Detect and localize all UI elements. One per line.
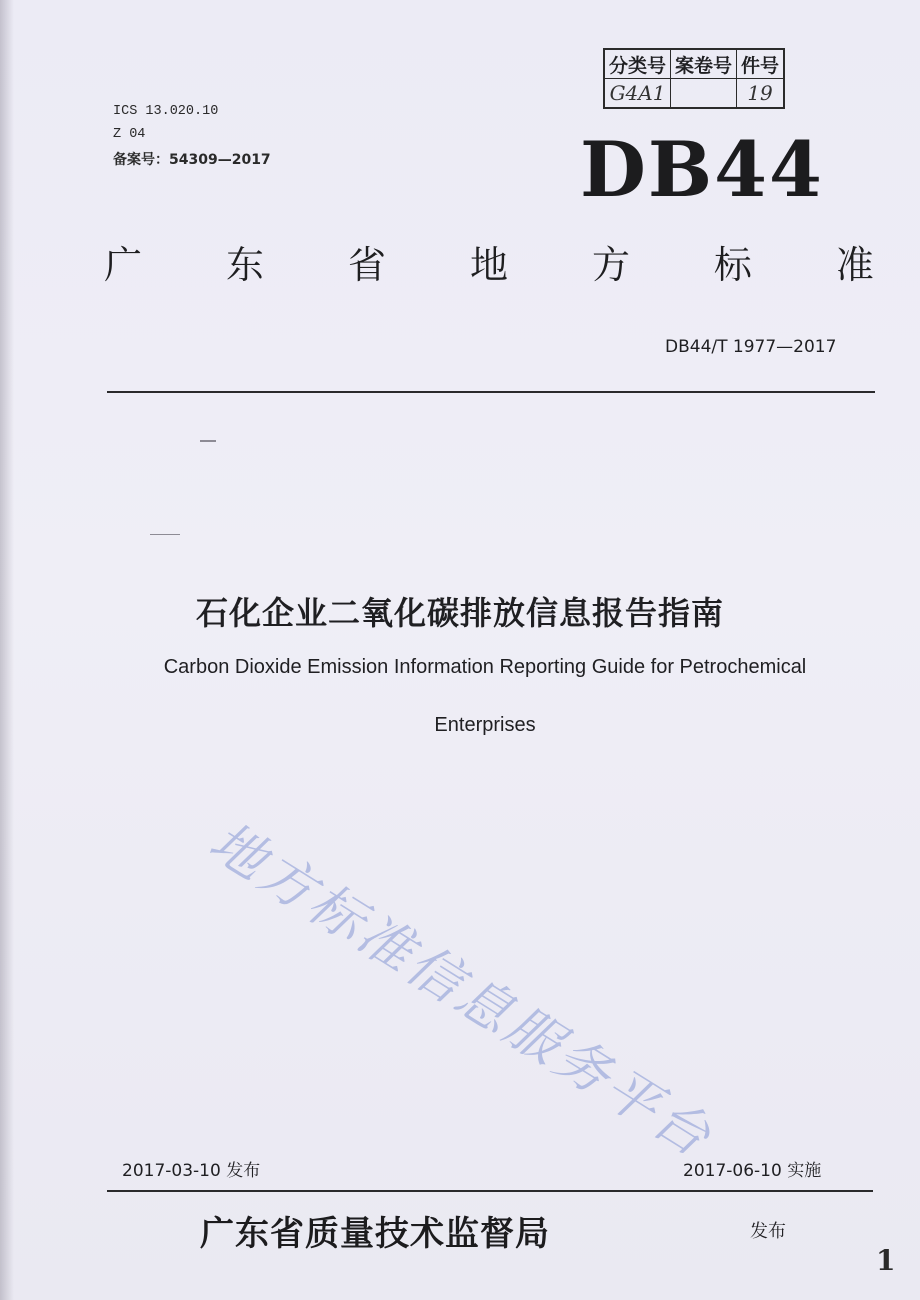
archive-stamp-header-row [604, 49, 784, 79]
filing-number: 备案号：54309—2017 [113, 152, 271, 168]
document-title-chinese: 石化企业二氧化碳排放信息报告指南 [195, 594, 724, 632]
scan-speck [200, 440, 216, 442]
ccs-code: Z 04 [113, 127, 146, 142]
stamp-value-file [671, 79, 737, 109]
footer-divider [107, 1190, 873, 1192]
heading-char: 准 [835, 243, 874, 287]
db44-logo: DB44 [580, 125, 824, 214]
watermark-text: 地方标准信息服务平台 [198, 809, 725, 1171]
publish-date: 2017-03-10 发布 [122, 1161, 261, 1181]
stamp-header-item: 件号 [737, 49, 785, 79]
stamp-value-category: G4A1 [604, 79, 671, 109]
heading-char: 省 [347, 243, 386, 287]
document-title-english-line2: Enterprises [434, 714, 536, 736]
header-divider [107, 391, 875, 393]
standard-code: DB44/T 1977—2017 [665, 337, 837, 357]
ics-code: ICS 13.020.10 [113, 104, 219, 119]
archive-stamp-value-row [604, 79, 784, 109]
scan-speck [150, 534, 180, 535]
heading-char: 方 [591, 243, 630, 287]
stamp-header-category: 分类号 [604, 49, 671, 79]
heading-char: 标 [713, 243, 752, 287]
archive-stamp [603, 48, 785, 109]
page-mark: 1 [876, 1244, 896, 1277]
issuing-authority: 广东省质量技术监督局 [200, 1214, 550, 1254]
heading-char: 地 [469, 243, 508, 287]
heading-char: 广 [104, 243, 143, 287]
heading-char: 东 [225, 243, 264, 287]
stamp-value-item: 19 [737, 79, 785, 109]
province-standard-heading [104, 243, 874, 287]
document-title-english-line1: Carbon Dioxide Emission Information Reporting Guide for Petrochemical [163, 656, 807, 678]
scan-edge-shadow [0, 0, 14, 1300]
stamp-header-file: 案卷号 [671, 49, 737, 79]
implement-date: 2017-06-10 实施 [683, 1161, 822, 1181]
issuer-suffix: 发布 [750, 1221, 786, 1242]
